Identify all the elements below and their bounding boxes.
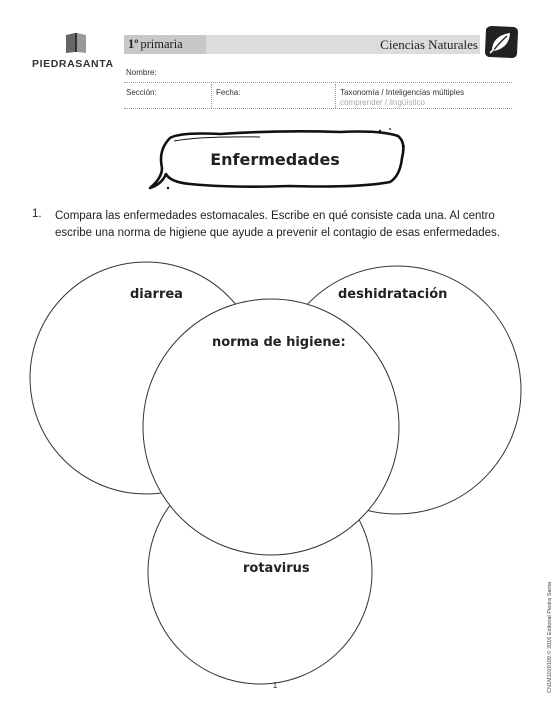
date-label: Fecha: <box>216 88 241 97</box>
name-label: Nombre: <box>126 68 157 77</box>
taxonomy-label: Taxonomía / Inteligencias múltiples <box>340 88 465 97</box>
venn-label-rotavirus: rotavirus <box>243 561 310 576</box>
grade-label: primaria <box>140 37 183 51</box>
subject-title: Ciencias Naturales <box>380 37 478 52</box>
brand-name: PIEDRASANTA <box>32 58 114 70</box>
instruction-number: 1. <box>32 208 42 220</box>
grade-number: 1º <box>128 37 139 51</box>
taxonomy-value: comprender / lingüístico <box>340 98 425 107</box>
copyright-code: CN1M1020109 © 2016 Editorial Piedra Santa <box>547 581 553 693</box>
page-number: 1 <box>272 681 278 690</box>
instruction-text: Compara las enfermedades estomacales. Escribe en qué consiste cada una. Al centro escribe una norma de higiene que ayude a prevenir el contagio de esas enfermedades. <box>55 210 500 239</box>
venn-label-higiene: norma de higiene: <box>212 335 346 350</box>
page-title: Enfermedades <box>210 150 340 169</box>
venn-label-diarrea: diarrea <box>130 287 183 302</box>
venn-label-deshidratacion: deshidratación <box>338 287 448 302</box>
section-label: Sección: <box>126 88 157 97</box>
